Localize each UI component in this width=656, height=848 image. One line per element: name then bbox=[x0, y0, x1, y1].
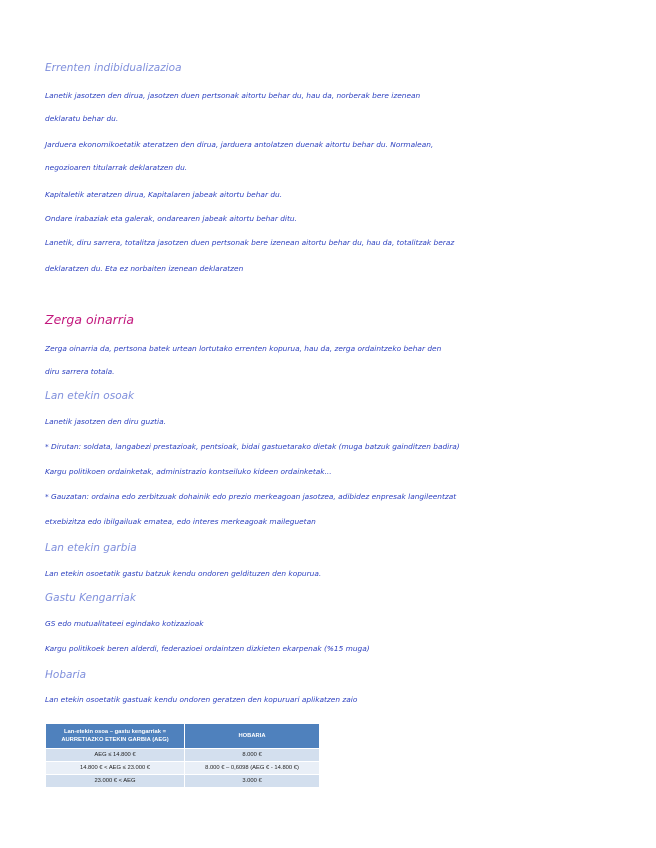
text-line: Ondare irabaziak eta galerak, ondarearen jabeak aitortu behar ditu. bbox=[45, 214, 297, 223]
text-line: negozioaren titularrak deklaratzen du. bbox=[45, 163, 188, 172]
section-heading-lan-etekin-osoak: Lan etekin osoak bbox=[45, 390, 135, 402]
section-heading-indibidualizazioa: Errenten indibidualizazioa bbox=[45, 62, 182, 74]
section-heading-hobaria: Hobaria bbox=[45, 669, 87, 681]
table-cell: 8.000 € bbox=[185, 749, 320, 762]
text-line: Kargu politikoen ordainketak, administrazio kontseiluko kideen ordainketak... bbox=[45, 467, 332, 476]
text-line: Zerga oinarria da, pertsona batek urtean lortutako errenten kopurua, hau da, zerga ordaintzeko behar den bbox=[45, 344, 442, 353]
text-line: GS edo mutualitateei egindako kotizazioak bbox=[45, 619, 204, 628]
section-heading-lan-etekin-garbia: Lan etekin garbia bbox=[45, 542, 137, 554]
table-cell: 8.000 € – 0,6098 (AEG € - 14.800 €) bbox=[185, 762, 320, 775]
text-line: etxebizitza edo ibilgailuak ematea, edo interes merkeagoak maileguetan bbox=[45, 517, 316, 526]
hobaria-table bbox=[46, 724, 320, 787]
text-line: deklaratzen du. Eta ez norbaiten izenean deklaratzen bbox=[45, 264, 244, 273]
text-line: Lan etekin osoetatik gastuak kendu ondoren geratzen den kopuruari aplikatzen zaio bbox=[45, 695, 358, 704]
table-cell: 3.000 € bbox=[185, 775, 320, 788]
table-row bbox=[46, 775, 320, 788]
text-line: Kapitaletik ateratzen dirua, Kapitalaren jabeak aitortu behar du. bbox=[45, 190, 283, 199]
table-header-row bbox=[46, 724, 320, 749]
text-line: deklaratu behar du. bbox=[45, 114, 119, 123]
table-header-cell: HOBARIA bbox=[185, 724, 320, 749]
text-line: Lan etekin osoetatik gastu batzuk kendu ondoren geldituzen den kopurua. bbox=[45, 569, 322, 578]
table-row bbox=[46, 749, 320, 762]
text-line: diru sarrera totala. bbox=[45, 367, 115, 376]
table-cell: 14.800 € < AEG ≤ 23.000 € bbox=[46, 762, 185, 775]
section-heading-zerga-oinarria: Zerga oinarria bbox=[45, 312, 135, 327]
text-line: * Dirutan: soldata, langabezi prestazioak, pentsioak, bidai gastuetarako dietak (muga batzuk gainditzen badira) bbox=[45, 442, 460, 451]
table-cell: AEG ≤ 14.800 € bbox=[46, 749, 185, 762]
text-line: Kargu politikoek beren alderdi, federazioei ordaintzen dizkieten ekarpenak (%15 muga) bbox=[45, 644, 370, 653]
text-line: Lanetik jasotzen den diru guztia. bbox=[45, 417, 166, 426]
table-cell: 23.000 € < AEG bbox=[46, 775, 185, 788]
text-line: Jarduera ekonomikoetatik ateratzen den dirua, jarduera antolatzen duenak aitortu behar du. Normalean, bbox=[45, 140, 434, 149]
text-line: Lanetik jasotzen den dirua, jasotzen duen pertsonak aitortu behar du, hau da, norberak bere izenean bbox=[45, 91, 421, 100]
text-line: Lanetik, diru sarrera, totalitza jasotzen duen pertsonak bere izenean aitortu behar du, hau da, totalitzak beraz bbox=[45, 238, 455, 247]
table-row bbox=[46, 762, 320, 775]
table-header-cell: Lan-etekin osoa – gastu kengarriak = AURRETIAZKO ETEKIN GARBIA (AEG) bbox=[46, 724, 185, 749]
text-line: * Gauzatan: ordaina edo zerbitzuak dohainik edo prezio merkeagoan jasotzea, adibidez enpresak langileentzat bbox=[45, 492, 457, 501]
section-heading-gastu-kengarriak: Gastu Kengarriak bbox=[45, 592, 136, 604]
